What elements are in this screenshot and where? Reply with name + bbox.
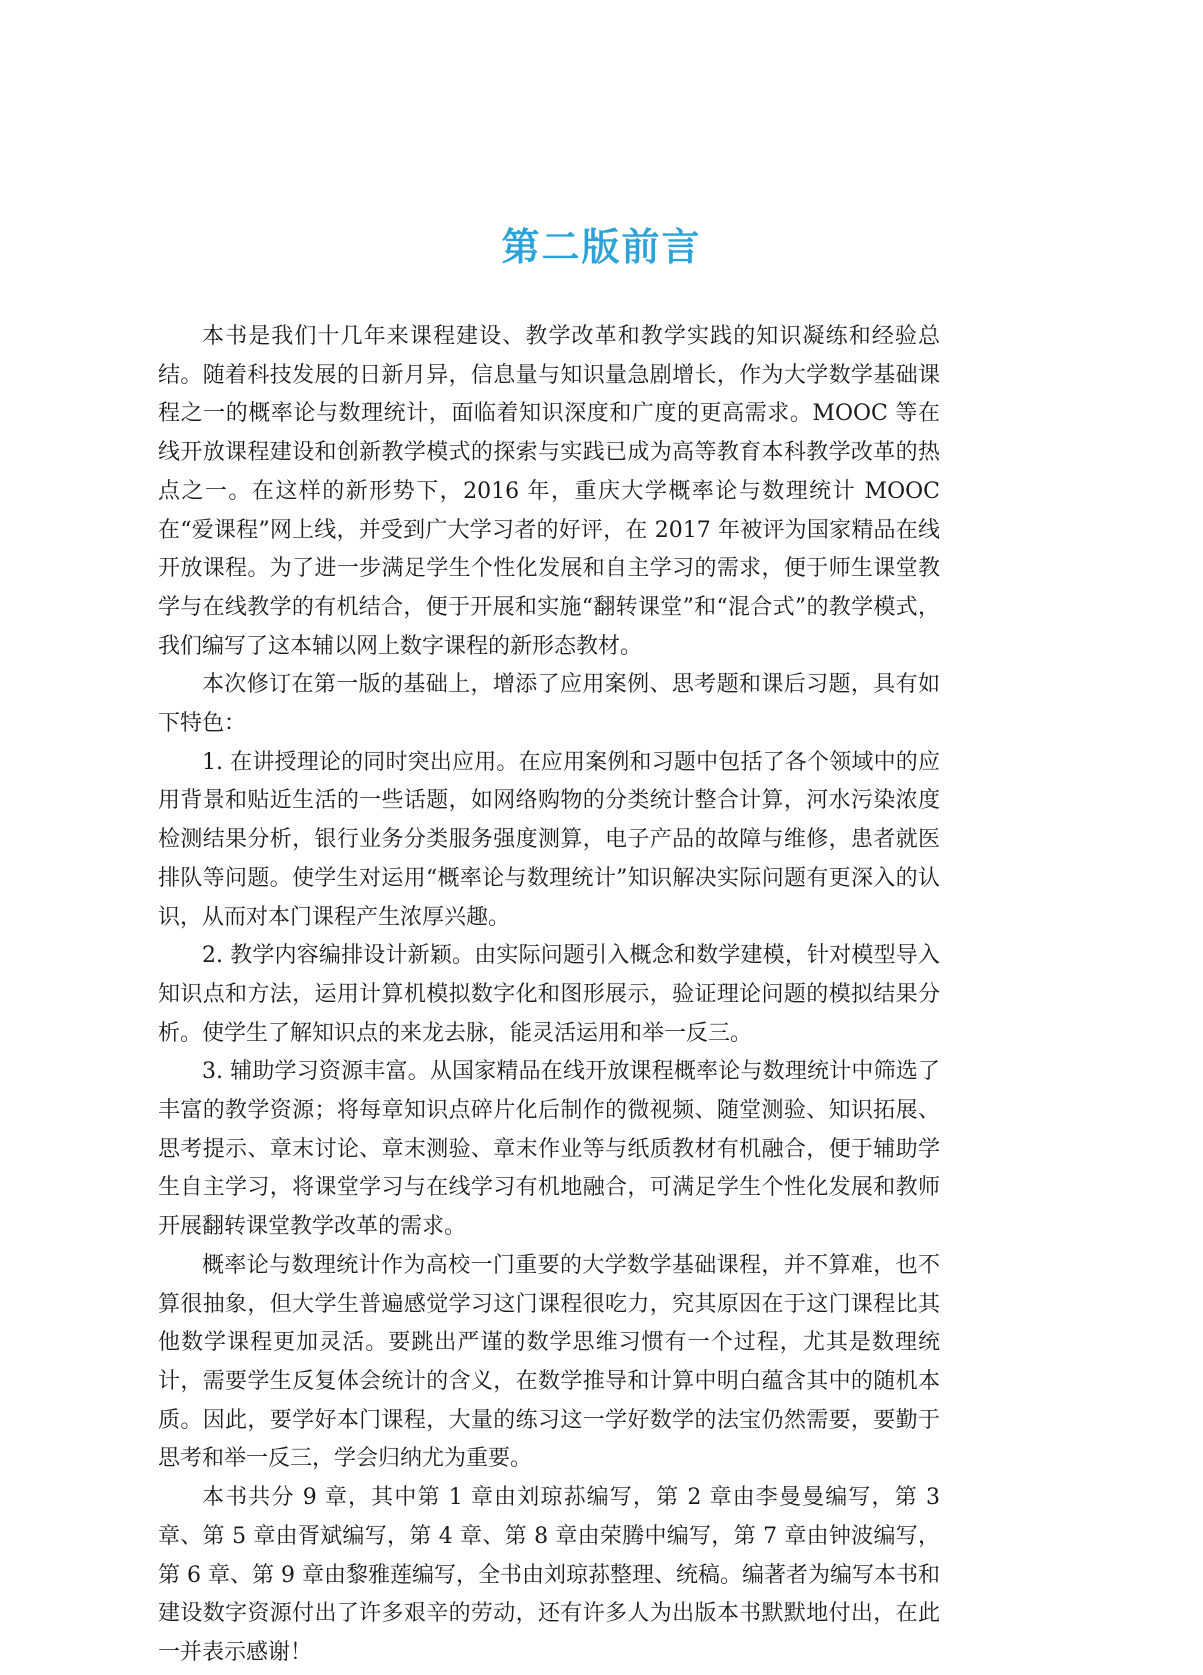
preface-body [158,318,940,1673]
paragraph: 1. 在讲授理论的同时突出应用。在应用案例和习题中包括了各个领域中的应用背景和贴近生活的一些话题，如网络购物的分类统计整合计算，河水污染浓度检测结果分析，银行业务分类服务强度测算，电子产品的故障与维修，患者就医排队等问题。使学生对运用“概率论与数理统计”知识解决实际问题有更深入的认识，从而对本门课程产生浓厚兴趣。 [158,749,940,930]
paragraph: 本书是我们十几年来课程建设、教学改革和教学实践的知识凝练和经验总结。随着科技发展的日新月异，信息量与知识量急剧增长，作为大学数学基础课程之一的概率论与数理统计，面临着知识深度和广度的更高需求。MOOC 等在线开放课程建设和创新教学模式的探索与实践已成为高等教育本科教学改革的热点之一。在这样的新形势下，2016 年，重庆大学概率论与数理统计 MOOC 在“爱课程”网上线，并受到广大学习者的好评，在 2017 年被评为国家精品在线开放课程。为了进一步满足学生个性化发展和自主学习的需求，便于师生课堂教学与在线教学的有机结合，便于开展和实施“翻转课堂”和“混合式”的教学模式，我们编写了这本辅以网上数字课程的新形态教材。 [158,324,940,659]
paragraph: 概率论与数理统计作为高校一门重要的大学数学基础课程，并不算难，也不算很抽象，但大学生普遍感觉学习这门课程很吃力，究其原因在于这门课程比其他数学课程更加灵活。要跳出严谨的数学思维习惯有一个过程，尤其是数理统计，需要学生反复体会统计的含义，在数学推导和计算中明白蕴含其中的随机本质。因此，要学好本门课程，大量的练习这一学好数学的法宝仍然需要，要勤于思考和举一反三，学会归纳尤为重要。 [158,1252,940,1472]
paragraph: 3. 辅助学习资源丰富。从国家精品在线开放课程概率论与数理统计中筛选了丰富的教学资源；将每章知识点碎片化后制作的微视频、随堂测验、知识拓展、思考提示、章末讨论、章末测验、章末作业等与纸质教材有机融合，便于辅助学生自主学习，将课堂学习与在线学习有机地融合，可满足学生个性化发展和教师开展翻转课堂教学改革的需求。 [158,1059,940,1240]
paragraph: 2. 教学内容编排设计新颖。由实际问题引入概念和数学建模，针对模型导入知识点和方法，运用计算机模拟数字化和图形展示，验证理论问题的模拟结果分析。使学生了解知识点的来龙去脉，能灵活运用和举一反三。 [158,943,940,1046]
paragraph: 本次修订在第一版的基础上，增添了应用案例、思考题和课后习题，具有如下特色： [158,672,940,737]
page-title: 第二版前言 [501,225,702,269]
paragraph: 本书共分 9 章，其中第 1 章由刘琼荪编写，第 2 章由李曼曼编写，第 3 章、第 5 章由胥斌编写，第 4 章、第 8 章由荣腾中编写，第 7 章由钟波编写，第 6 章、第 9 章由黎雅莲编写，全书由刘琼荪整理、统稿。编著者为编写本书和建设数字资源付出了许多艰辛的劳动，还有许多人为出版本书默默地付出，在此一并表示感谢！ [158,1485,940,1665]
